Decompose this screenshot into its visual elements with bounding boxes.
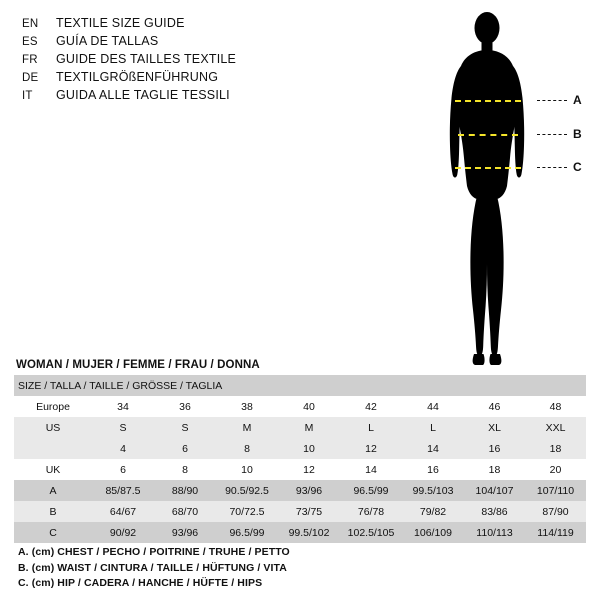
table-cell: 99.5/103 xyxy=(402,480,464,501)
table-cell: 14 xyxy=(402,438,464,459)
language-text: GUÍA DE TALLAS xyxy=(56,34,159,48)
language-code: IT xyxy=(22,90,33,102)
table-cell: 88/90 xyxy=(154,480,216,501)
language-row xyxy=(22,50,422,68)
table-cell: XXL xyxy=(525,417,586,438)
table-cell: 68/70 xyxy=(154,501,216,522)
table-row xyxy=(14,459,586,480)
table-cell: 110/113 xyxy=(464,522,525,543)
table-cell: 20 xyxy=(525,459,586,480)
table-cell: 104/107 xyxy=(464,480,525,501)
table-cell: 107/110 xyxy=(525,480,586,501)
table-cell: M xyxy=(278,417,340,438)
table-cell: 46 xyxy=(464,396,525,417)
row-label xyxy=(14,438,92,459)
language-text: TEXTILE SIZE GUIDE xyxy=(56,16,185,30)
table-cell: 114/119 xyxy=(525,522,586,543)
row-label: Europe xyxy=(14,396,92,417)
language-row xyxy=(22,86,422,104)
table-cell: 99.5/102 xyxy=(278,522,340,543)
table-cell: 44 xyxy=(402,396,464,417)
waist-measure-line xyxy=(458,134,518,136)
size-table xyxy=(14,375,586,543)
table-cell: 90/92 xyxy=(92,522,154,543)
table-row xyxy=(14,480,586,501)
table-cell: 83/86 xyxy=(464,501,525,522)
language-code: DE xyxy=(22,72,39,84)
marker-label-c: C xyxy=(573,160,582,174)
table-cell: 6 xyxy=(154,438,216,459)
table-cell: 38 xyxy=(216,396,278,417)
language-row xyxy=(22,14,422,32)
table-cell: XL xyxy=(464,417,525,438)
table-cell: 10 xyxy=(278,438,340,459)
waist-tick-line xyxy=(537,134,567,135)
table-row xyxy=(14,501,586,522)
marker-label-a: A xyxy=(573,93,582,107)
language-list xyxy=(22,14,422,104)
row-label: C xyxy=(14,522,92,543)
table-cell: 18 xyxy=(464,459,525,480)
marker-label-b: B xyxy=(573,127,582,141)
table-cell: 8 xyxy=(216,438,278,459)
table-cell: 64/67 xyxy=(92,501,154,522)
chest-measure-line xyxy=(455,100,521,102)
language-row xyxy=(22,32,422,50)
table-cell: 93/96 xyxy=(154,522,216,543)
row-label: UK xyxy=(14,459,92,480)
table-cell: 18 xyxy=(525,438,586,459)
table-cell: 6 xyxy=(92,459,154,480)
measurement-legend xyxy=(18,545,578,592)
language-code: EN xyxy=(22,18,39,30)
table-cell: 36 xyxy=(154,396,216,417)
table-header-label: SIZE / TALLA / TAILLE / GRÖSSE / TAGLIA xyxy=(14,375,586,396)
table-row xyxy=(14,417,586,438)
language-text: TEXTILGRÖßENFÜHRUNG xyxy=(56,70,219,84)
table-cell: 34 xyxy=(92,396,154,417)
table-cell: 12 xyxy=(340,438,402,459)
table-cell: 12 xyxy=(278,459,340,480)
language-text: GUIDA ALLE TAGLIE TESSILI xyxy=(56,88,230,102)
table-cell: S xyxy=(92,417,154,438)
table-cell: 40 xyxy=(278,396,340,417)
row-label: US xyxy=(14,417,92,438)
legend-waist: B. (cm) WAIST / CINTURA / TAILLE / HÜFTUNG / VITA xyxy=(18,561,287,574)
table-cell: 73/75 xyxy=(278,501,340,522)
table-cell: 14 xyxy=(340,459,402,480)
table-cell: 96.5/99 xyxy=(216,522,278,543)
table-cell: 48 xyxy=(525,396,586,417)
table-cell: 42 xyxy=(340,396,402,417)
legend-chest: A. (cm) CHEST / PECHO / POITRINE / TRUHE / PETTO xyxy=(18,546,290,558)
table-cell: 96.5/99 xyxy=(340,480,402,501)
language-text: GUIDE DES TAILLES TEXTILE xyxy=(56,52,237,66)
table-cell: L xyxy=(402,417,464,438)
table-cell: M xyxy=(216,417,278,438)
table-cell: 76/78 xyxy=(340,501,402,522)
table-row xyxy=(14,522,586,543)
table-cell: 90.5/92.5 xyxy=(216,480,278,501)
table-cell: 79/82 xyxy=(402,501,464,522)
table-cell: 16 xyxy=(402,459,464,480)
table-cell: 10 xyxy=(216,459,278,480)
legend-hip: C. (cm) HIP / CADERA / HANCHE / HÜFTE / HIPS xyxy=(18,577,263,589)
table-cell: 8 xyxy=(154,459,216,480)
table-cell: 85/87.5 xyxy=(92,480,154,501)
table-cell: 4 xyxy=(92,438,154,459)
chest-tick-line xyxy=(537,100,567,101)
table-cell: 102.5/105 xyxy=(340,522,402,543)
row-label: B xyxy=(14,501,92,522)
row-label: A xyxy=(14,480,92,501)
size-table-section xyxy=(14,357,586,543)
table-cell: S xyxy=(154,417,216,438)
table-cell: 106/109 xyxy=(402,522,464,543)
language-code: ES xyxy=(22,36,38,48)
table-cell: L xyxy=(340,417,402,438)
table-cell: 16 xyxy=(464,438,525,459)
table-header-row xyxy=(14,375,586,396)
table-row xyxy=(14,396,586,417)
table-cell: 93/96 xyxy=(278,480,340,501)
body-measurement-figure xyxy=(415,6,600,376)
hip-measure-line xyxy=(455,167,521,169)
table-cell: 70/72.5 xyxy=(216,501,278,522)
table-group-title: WOMAN / MUJER / FEMME / FRAU / DONNA xyxy=(16,359,260,371)
table-cell: 87/90 xyxy=(525,501,586,522)
hip-tick-line xyxy=(537,167,567,168)
language-code: FR xyxy=(22,54,38,66)
language-row xyxy=(22,68,422,86)
table-row xyxy=(14,438,586,459)
female-silhouette-icon xyxy=(415,6,600,376)
